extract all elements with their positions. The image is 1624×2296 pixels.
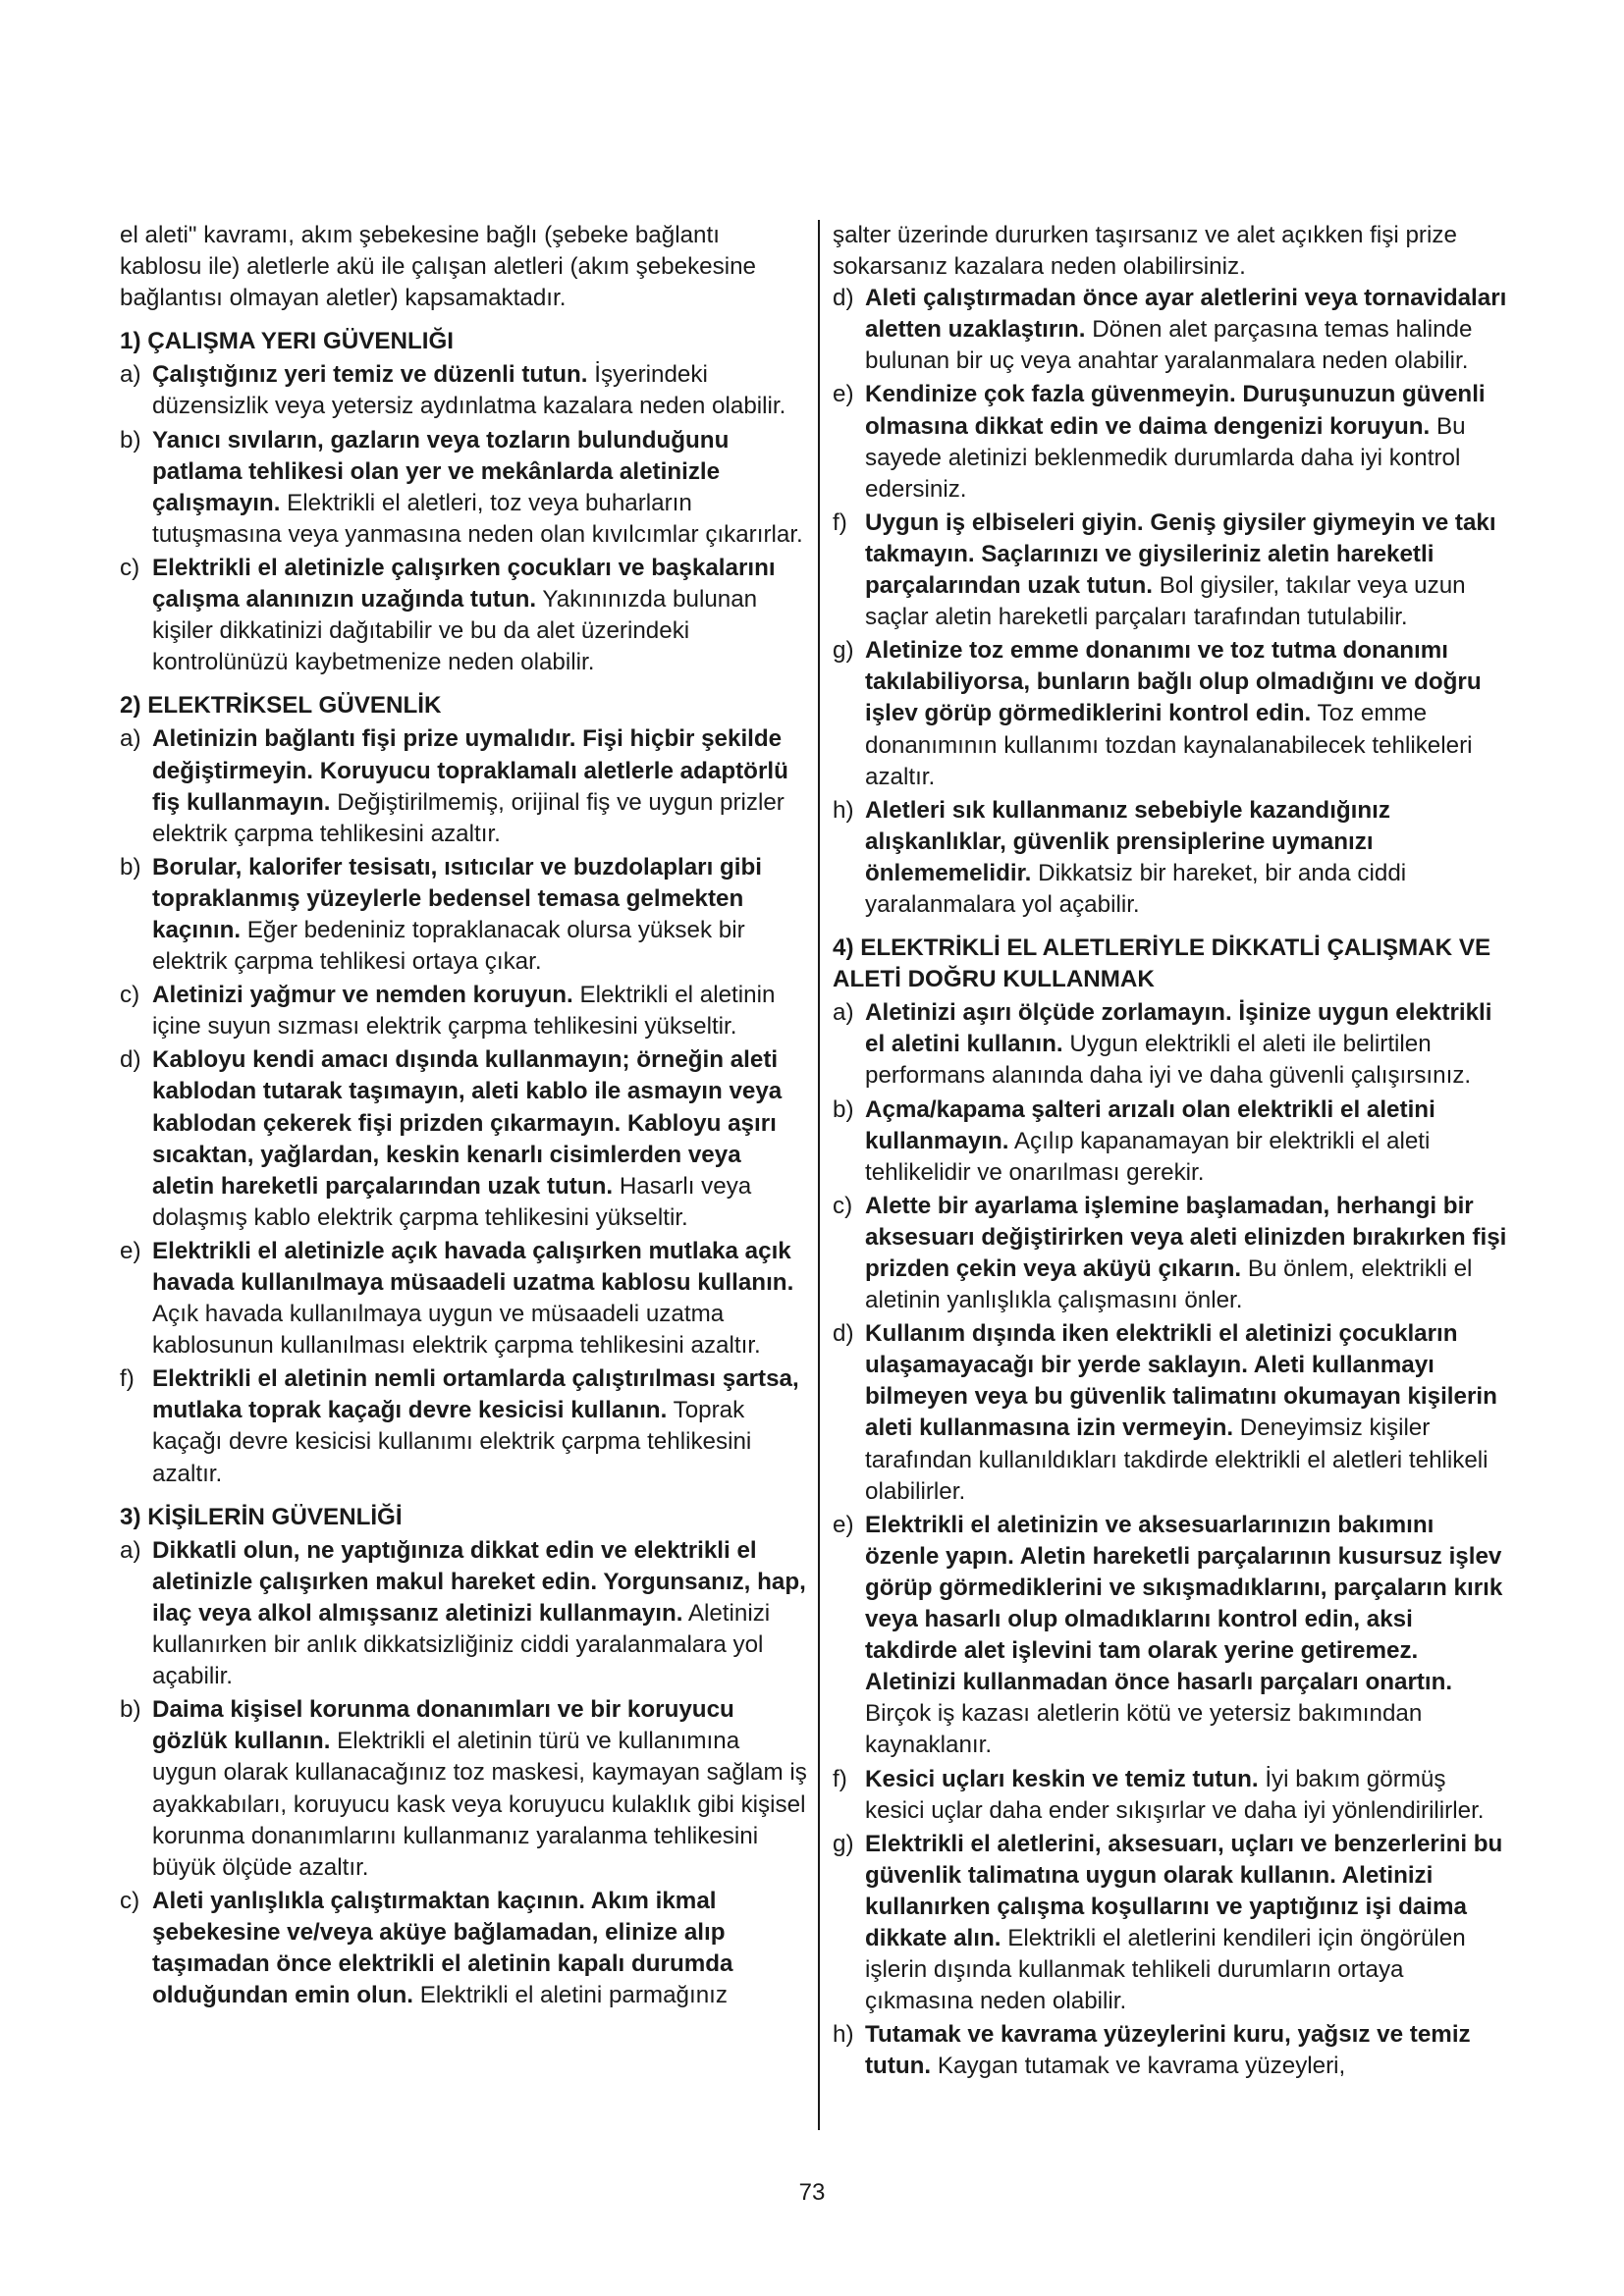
list-item: [833, 2019, 1510, 2082]
item-label: f): [833, 1765, 847, 1792]
item-bold: Elektrikli el aletinizle açık havada çalışırken mutlaka açık havada kullanılmaya müsaadeli uzatma kablosu kullanın.: [152, 1237, 794, 1296]
item-text: Bu sayede aletinizi beklenmedik durumlarda daha iyi kontrol edersiniz.: [865, 412, 1466, 503]
item-bold: Kullanım dışında iken elektrikli el aletinizi çocukların ulaşamayacağı bir yerde saklayın. Aleti kullanmayı bilmeyen veya bu güvenlik talimatını okumayan kişilerin aleti kullanmasına izin vermeyin.: [865, 1320, 1497, 1442]
item-text: Elektrikli el aletinin türü ve kullanımına uygun olarak kullanacağınız toz maskesi, kaymayan sağlam iş ayakkabıları, koruyucu kask veya koruyucu kulaklık gibi kişisel korunma donanımlarını kullanmanız yaralanma tehlikesini büyük ölçüde azaltır.: [152, 1728, 807, 1881]
item-label: d): [120, 1046, 141, 1074]
list-item: [120, 1363, 807, 1489]
list-item: [120, 980, 807, 1042]
right-column: [833, 220, 1510, 2084]
item-label: a): [833, 999, 854, 1027]
item-bold: Elektrikli el aletinizin ve aksesuarlarınızın bakımını özenle yapın. Aletin hareketli parçalarının kusursuz işlev görüp görmediklerini ve sıkışmadıklarını, parçaların kırık veya hasarlı olup olmadıklarını kontrol edin, aksi takdirde alet işlevini tam olarak yerine getiremez. Aletinizi kullanmadan önce hasarlı parçaları onartın.: [865, 1511, 1503, 1696]
list-item: [120, 1044, 807, 1234]
item-label: c): [120, 982, 140, 1009]
item-text: Dönen alet parçasına temas halinde bulunan bir uç veya anahtar yaralanmalara neden olabilir.: [865, 316, 1473, 375]
item-text: Hasarlı veya dolaşmış kablo elektrik çarpma tehlikesini yükseltir.: [152, 1172, 752, 1231]
item-label: d): [833, 1320, 854, 1348]
item-text: Elektrikli el aletleri, toz veya buharların tutuşmasına veya yanmasına neden olan kıvılcımlar çıkarırlar.: [152, 489, 803, 548]
list-item: [120, 1535, 807, 1692]
item-text: Açık havada kullanılmaya uygun ve müsaadeli uzatma kablosunun kullanılması elektrik çarpma tehlikesini azaltır.: [152, 1301, 761, 1360]
item-text: Yakınınızda bulunan kişiler dikkatinizi dağıtabilir ve bu da alet üzerindeki kontrolünüzü kaybetmenize neden olabilir.: [152, 586, 758, 676]
item-label: f): [833, 508, 847, 536]
item-bold: Tutamak ve kavrama yüzeylerini kuru, yağsız ve temiz tutun.: [865, 2021, 1471, 2080]
item-label: e): [833, 1511, 854, 1538]
item-text: Kaygan tutamak ve kavrama yüzeyleri,: [931, 2053, 1346, 2080]
item-bold: Daima kişisel korunma donanımları ve bir koruyucu gözlük kullanın.: [152, 1696, 734, 1755]
list-item: [833, 1829, 1510, 2018]
list-item: [120, 1236, 807, 1362]
section-1-heading: 1) ÇALIŞMA YERI GÜVENLIĞI: [120, 328, 455, 355]
item-text: Açılıp kapanamayan bir elektrikli el aleti tehlikelidir ve onarılması gerekir.: [865, 1127, 1431, 1186]
item-text: Birçok iş kazası aletlerin kötü ve yetersiz bakımından kaynaklanır.: [865, 1700, 1423, 1759]
item-bold: Yanıcı sıvıların, gazların veya tozların bulunduğunu patlama tehlikesi olan yer ve mekânlarda aletinizle çalışmayın.: [152, 426, 730, 516]
item-text: Toprak kaçağı devre kesicisi kullanımı elektrik çarpma tehlikesini azaltır.: [152, 1397, 752, 1487]
item-text: Bol giysiler, takılar veya uzun saçlar aletin hareketli parçaları tarafından tutulabilir.: [865, 572, 1466, 631]
item-bold: Çalıştığınız yeri temiz ve düzenli tutun.: [152, 361, 588, 389]
item-label: b): [833, 1095, 854, 1123]
list-item: [833, 283, 1510, 377]
item-bold: Alette bir ayarlama işlemine başlamadan, herhangi bir aksesuarı değiştirirken veya aleti elinizden bırakırken fişi prizden çekin veya aküyü çıkarın.: [865, 1192, 1507, 1282]
item-text: Bu önlem, elektrikli el aletinin yanlışlıkla çalışmasını önler.: [865, 1255, 1473, 1314]
item-bold: Aletinizin bağlantı fişi prize uymalıdır. Fişi hiçbir şekilde değiştirmeyin. Koruyucu topraklamalı aletlerle adaptörlü fiş kullanmayın.: [152, 725, 788, 816]
list-item: [120, 723, 807, 849]
list-item: [120, 852, 807, 978]
item-label: h): [833, 796, 854, 824]
section-4-heading: 4) ELEKTRİKLİ EL ALETLERİYLE DİKKATLİ ÇALIŞMAK VE ALETİ DOĞRU KULLANMAK: [833, 934, 1491, 993]
item-text: Elektrikli el aletini parmağınız: [413, 1982, 728, 2009]
list-item: [833, 379, 1510, 505]
item-text: Deneyimsiz kişiler tarafından kullanıldıkları takdirde elektrikli el aletleri tehlikeli olabilirler.: [865, 1415, 1489, 1505]
item-label: h): [833, 2021, 854, 2049]
list-item: [833, 635, 1510, 792]
section-3-heading: 3) KİŞİLERİN GÜVENLİĞİ: [120, 1503, 403, 1530]
item-bold: Aleti yanlışlıkla çalıştırmaktan kaçının. Akım ikmal şebekesine ve/veya aküye bağlamadan, elinize alıp taşımadan önce elektrikli el aletinin kapalı durumda olduğundan emin olun.: [152, 1887, 733, 2009]
item-label: c): [833, 1192, 853, 1219]
item-bold: Kendinize çok fazla güvenmeyin. Duruşunuzun güvenli olmasına dikkat edin ve daima dengenizi koruyun.: [865, 381, 1486, 440]
item-label: c): [120, 1887, 140, 1914]
item-bold: Aletinize toz emme donanımı ve toz tutma donanımı takılabiliyorsa, bunların bağlı olup olmadığını ve doğru işlev görüp görmediklerini kontrol edin.: [865, 637, 1482, 727]
item-label: e): [833, 381, 854, 408]
item-bold: Elektrikli el aletinin nemli ortamlarda çalıştırılması şartsa, mutlaka toprak kaçağı devre kesicisi kullanın.: [152, 1365, 799, 1424]
item-label: g): [833, 637, 854, 665]
list-item: [833, 997, 1510, 1092]
list-item: [833, 1095, 1510, 1189]
item-bold: Dikkatli olun, ne yaptığınıza dikkat edin ve elektrikli el aletinizle çalışırken makul hareket edin. Yorgunsanız, hap, ilaç veya alkol almışsanız aletinizi kullanmayın.: [152, 1536, 806, 1627]
item-label: a): [120, 725, 141, 753]
item-bold: Açma/kapama şalteri arızalı olan elektrikli el aletini kullanmayın.: [865, 1095, 1435, 1154]
item-label: g): [833, 1830, 854, 1857]
list-item: [833, 1510, 1510, 1762]
item-label: b): [120, 853, 141, 881]
item-text: Eğer bedeniniz topraklanacak olursa yüksek bir elektrik çarpma tehlikesi ortaya çıkar.: [152, 916, 745, 976]
item-text: Elektrikli el aletlerini kendileri için öngörülen işlerin dışında kullanmak tehlikeli durumların ortaya çıkmasına neden olabilir.: [865, 1924, 1466, 2015]
intro-paragraph: el aleti" kavramı, akım şebekesine bağlı (şebeke bağlantı kablosu ile) aletlerle akü ile çalışan aletleri (akım şebekesine bağlantısı olmayan aletler) kapsamaktadır.: [120, 222, 757, 312]
list-item: [120, 1694, 807, 1884]
item-bold: Aletinizi aşırı ölçüde zorlamayın. İşinize uygun elektrikli el aletini kullanın.: [865, 999, 1492, 1058]
list-item: [120, 553, 807, 678]
page-number: 73: [798, 2179, 826, 2206]
item-label: e): [120, 1237, 141, 1264]
list-item: [833, 507, 1510, 633]
list-item: [120, 425, 807, 551]
item-text: Toz emme donanımının kullanımı tozdan kaynalanabilecek tehlikeleri azaltır.: [865, 700, 1473, 790]
item-label: d): [833, 285, 854, 312]
list-item: [120, 359, 807, 422]
item-label: a): [120, 1536, 141, 1564]
item-label: c): [120, 554, 140, 581]
item-bold: Kesici uçları keskin ve temiz tutun.: [865, 1765, 1259, 1792]
item-bold: Aletleri sık kullanmanız sebebiyle kazandığınız alışkanlıklar, güvenlik prensiplerine uymanızı önlememelidir.: [865, 796, 1390, 886]
list-item: [833, 1318, 1510, 1508]
item-label: f): [120, 1365, 135, 1393]
item-text: Dikkatsiz bir hareket, bir anda ciddi yaralanmalara yol açabilir.: [865, 859, 1407, 918]
list-item: [833, 1191, 1510, 1316]
item-text: Aletinizi kullanırken bir anlık dikkatsizliğiniz ciddi yaralanmalara yol açabilir.: [152, 1599, 771, 1690]
section-2-heading: 2) ELEKTRİKSEL GÜVENLİK: [120, 692, 442, 720]
column-divider: [818, 220, 820, 2130]
item-bold: Elektrikli el aletlerini, aksesuarı, uçları ve benzerlerini bu güvenlik talimatına uygun olarak kullanın. Aletinizi kullanırken çalışma koşullarını ve yaptığınız işi daima dikkate alın.: [865, 1830, 1503, 1951]
item-text: İşyerindeki düzensizlik veya yetersiz aydınlatma kazalara neden olabilir.: [152, 361, 786, 420]
item-bold: Kabloyu kendi amacı dışında kullanmayın; örneğin aleti kablodan tutarak taşımayın, aleti kablo ile asmayın veya kablodan çekerek fişi prizden çıkarmayın. Kabloyu aşırı sıcaktan, yağlardan, keskin kenarlı cisimlerden veya aletin hareketli parçalarından uzak tutun.: [152, 1046, 783, 1200]
item-label: b): [120, 1696, 141, 1724]
item-bold: Aletinizi yağmur ve nemden koruyun.: [152, 982, 573, 1009]
item-label: b): [120, 426, 141, 454]
item-bold: Aleti çalıştırmadan önce ayar aletlerini veya tornavidaları aletten uzaklaştırın.: [865, 285, 1507, 344]
list-item: [120, 1886, 807, 2011]
list-item: [833, 795, 1510, 921]
item-text: Elektrikli el aletinin içine suyun sızması elektrik çarpma tehlikesini yükseltir.: [152, 982, 776, 1041]
item-text: İyi bakım görmüş kesici uçlar daha ender sıkışırlar ve daha iyi yönlendirilirler.: [865, 1765, 1485, 1824]
item-label: a): [120, 361, 141, 389]
left-column: [120, 220, 807, 2013]
item-text: Değiştirilmemiş, orijinal fiş ve uygun prizler elektrik çarpma tehlikesini azaltır.: [152, 788, 785, 847]
list-item: [833, 1764, 1510, 1827]
item-bold: Uygun iş elbiseleri giyin. Geniş giysiler giymeyin ve takı takmayın. Saçlarınızı ve giysileriniz aletin hareketli parçalarından uzak tutun.: [865, 508, 1496, 600]
item-text: Uygun elektrikli el aleti ile belirtilen performans alanında daha iyi ve daha güvenli çalışırsınız.: [865, 1031, 1472, 1090]
item-bold: Elektrikli el aletinizle çalışırken çocukları ve başkalarını çalışma alanınızın uzağında tutun.: [152, 554, 776, 614]
continued-paragraph: şalter üzerinde dururken taşırsanız ve alet açıkken fişi prize sokarsanız kazalara neden olabilirsiniz.: [833, 222, 1457, 281]
item-bold: Borular, kalorifer tesisatı, ısıtıcılar ve buzdolapları gibi topraklanmış yüzeylerle bedensel temasa gelmekten kaçının.: [152, 853, 763, 943]
